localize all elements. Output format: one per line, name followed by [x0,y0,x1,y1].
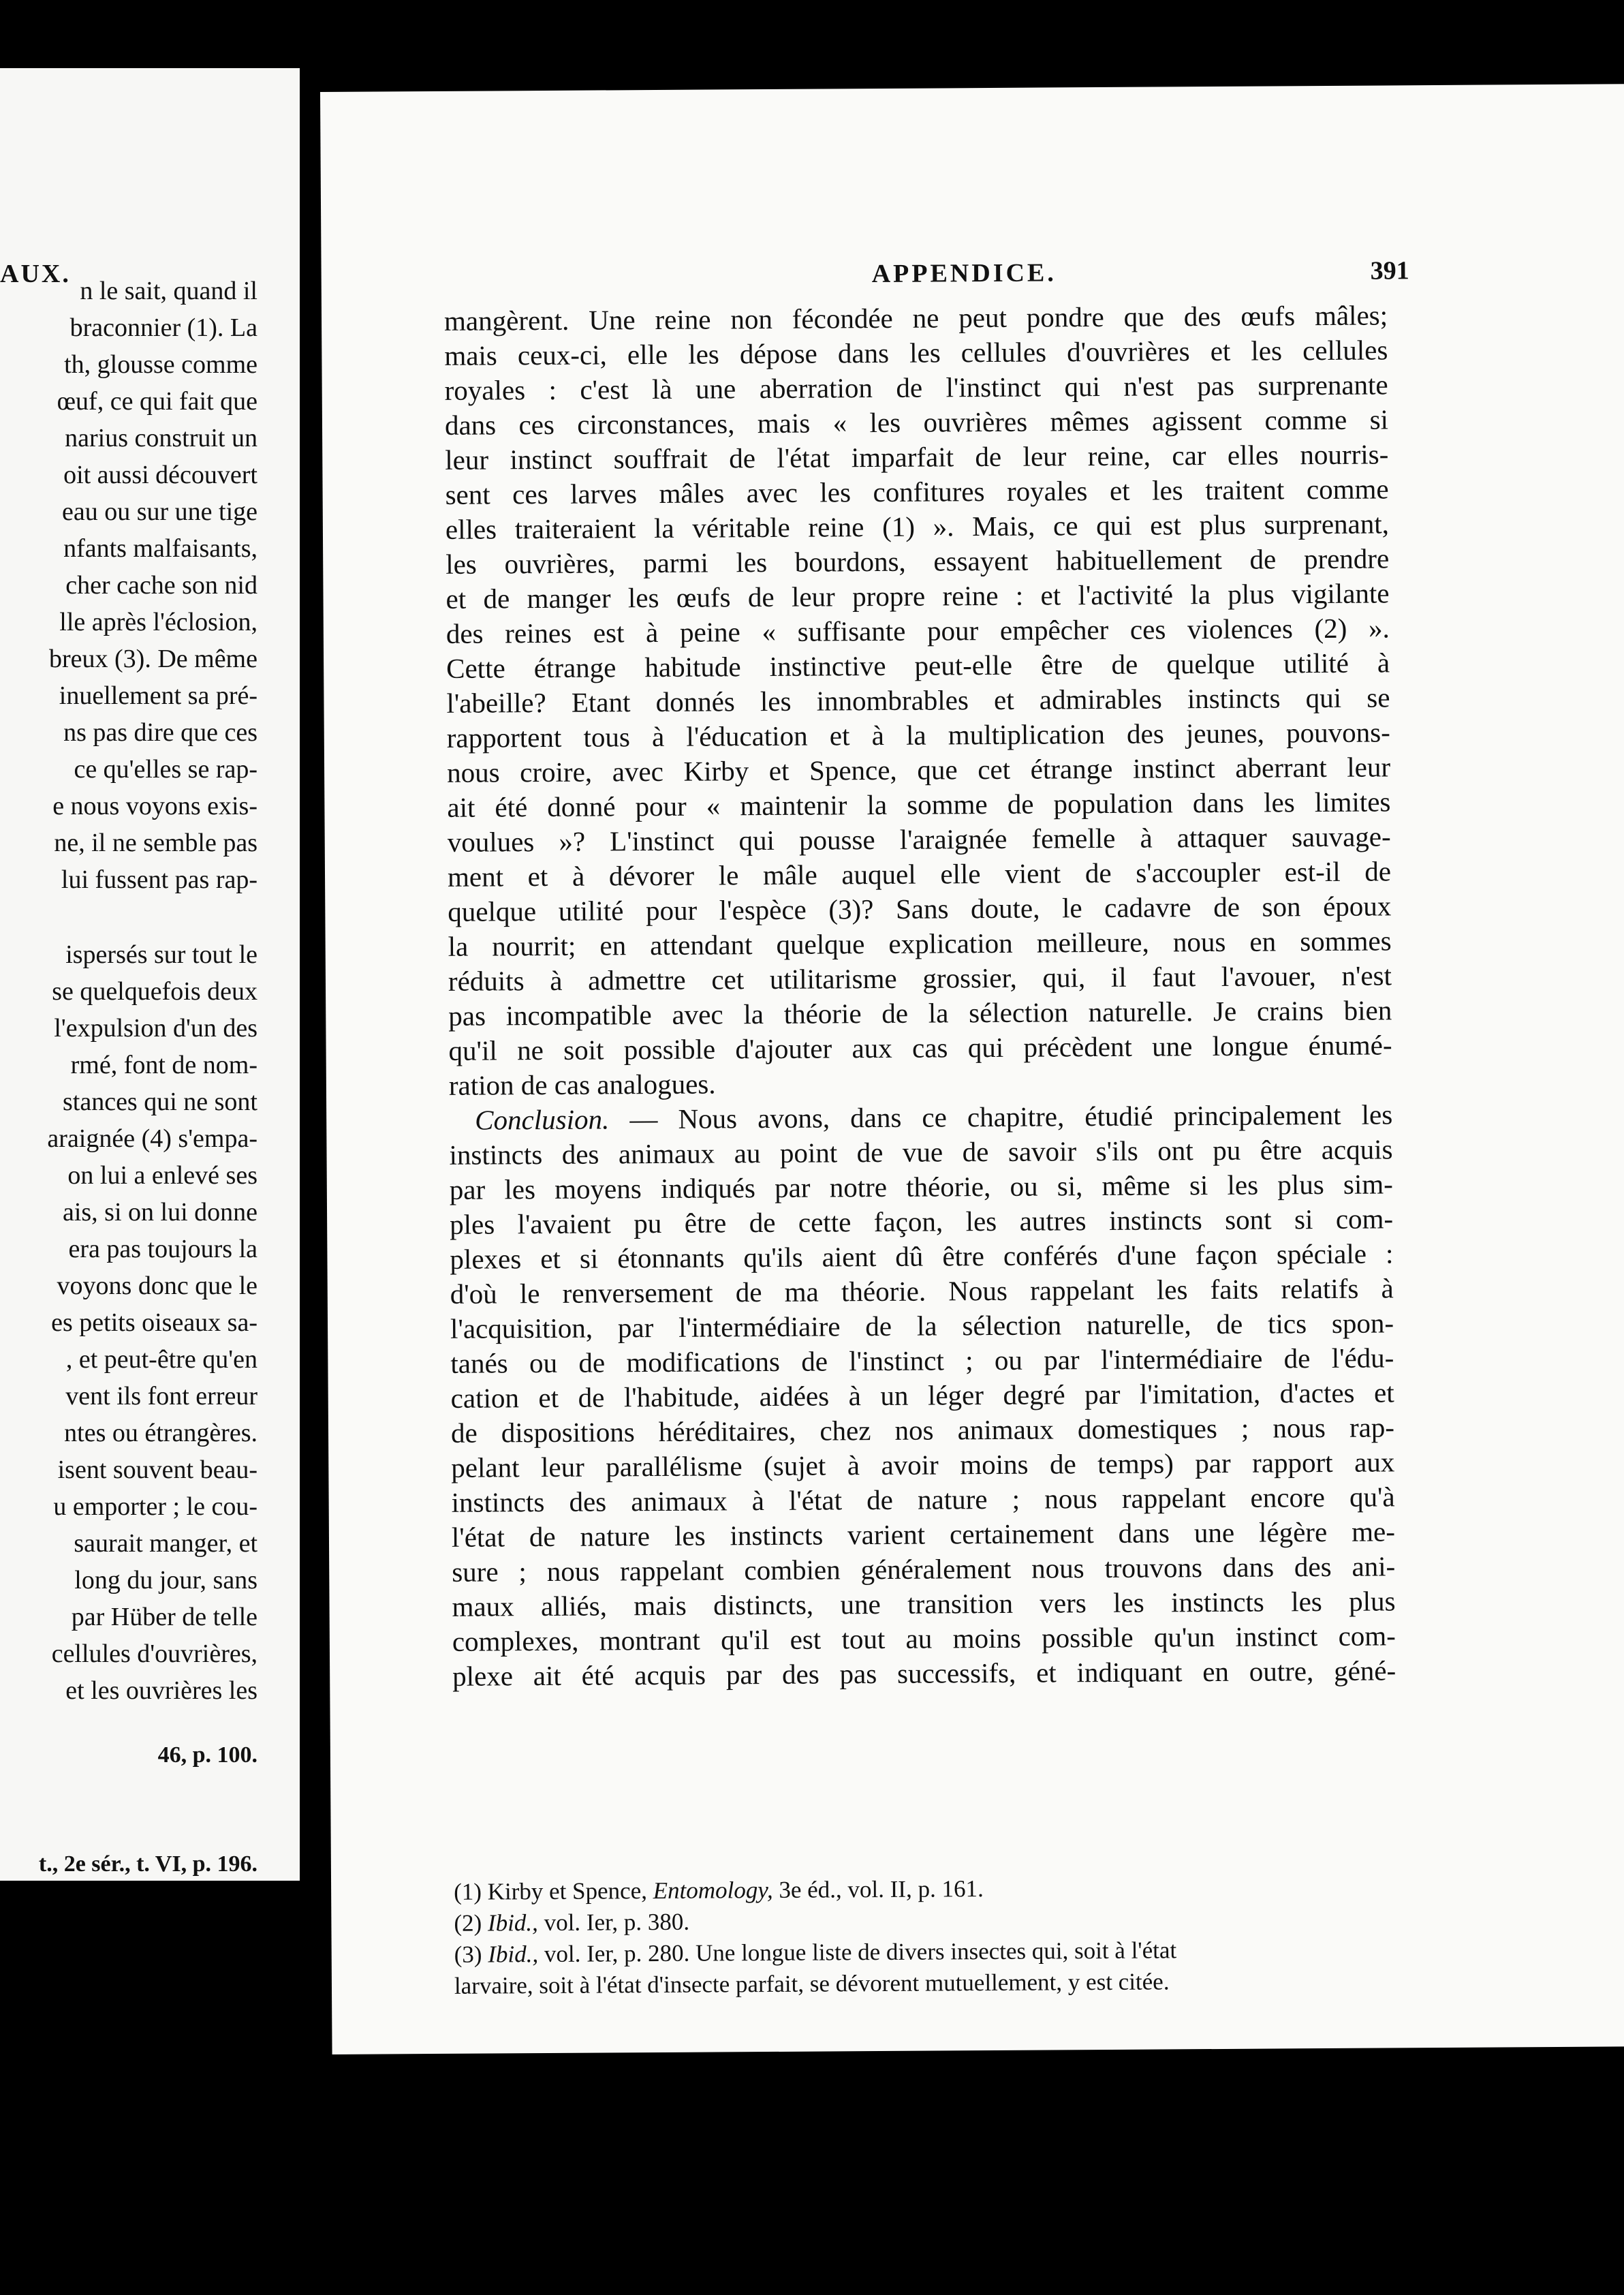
text-line: ait été donné pour « maintenir la somme de population dans les limites [447,786,1391,823]
text-line: nous croire, avec Kirby et Spence, que cet étrange instinct aberrant leur [446,751,1391,788]
left-page-line: et les ouvrières les [65,1676,257,1705]
left-page-line: ce qu'elles se rap- [74,755,257,784]
text-line: elles traiteraient la véritable reine (1) ». Mais, ce qui est plus surprenant, [445,508,1390,545]
left-page-line: eau ou sur une tige [61,497,257,526]
text-line: complexes, montrant qu'il est tout au moins possible qu'un instinct com- [452,1620,1396,1657]
left-page-line: ispersés sur tout le [65,940,257,969]
text-line: maux alliés, mais distincts, une transition vers les instincts les plus [452,1585,1396,1622]
left-footnote: 46, p. 100. [157,1742,257,1768]
conclusion-heading: Conclusion. [475,1103,610,1136]
text-line: dans ces circonstances, mais « les ouvrières mêmes agissent comme si [444,403,1389,441]
text-line: leur instinct souffrait de l'état imparfait de leur reine, car elles nourris- [445,438,1389,476]
left-page-line: isent souvent beau- [57,1455,257,1484]
running-title: APPENDICE. [871,258,1057,289]
left-page-line: th, glousse comme [64,350,257,379]
footnote-3-prefix: (3) [454,1941,488,1968]
text-line: ration de cas analogues. [448,1068,716,1101]
left-page-text [0,273,257,1881]
text-line: sure ; nous rappelant combien généralement nous trouvons dans des ani- [452,1550,1396,1588]
footnote-1-suffix: 3e éd., vol. II, p. 161. [772,1875,984,1903]
left-page-line: e nous voyons exis- [52,792,257,820]
body-text [444,298,1396,1693]
left-page-line: es petits oiseaux sa- [51,1308,257,1337]
text-line: pelant leur parallélisme (sujet à avoir moins de temps) par rapport aux [451,1446,1395,1483]
left-page-line: , et peut-être qu'en [65,1345,257,1374]
left-page-line: narius construit un [65,424,257,452]
left-page-line: araignée (4) s'empa- [47,1124,257,1153]
text-line: d'où le renversement de ma théorie. Nous rappelant les faits relatifs à [450,1272,1394,1310]
text-line: pas incompatible avec la théorie de la sélection naturelle. Je crains bien [448,994,1392,1032]
left-page-line: par Hüber de telle [71,1603,257,1631]
text-line: et de manger les œufs de leur propre reine : et l'activité la plus vigilante [446,577,1390,615]
left-page-line: era pas toujours la [68,1235,257,1263]
footnote-3-continued: larvaire, soit à l'état d'insecte parfait, se dévorent mutuellement, y est citée. [454,1968,1170,1999]
left-page-line: lui fussent pas rap- [61,865,257,894]
footnote-2-suffix: vol. Ier, p. 380. [537,1908,690,1937]
text-line: réduits à admettre cet utilitarisme grossier, qui, il faut l'avouer, n'est [448,959,1392,997]
left-running-head: AUX. [0,260,71,288]
left-page-line: cher cache son nid [65,571,257,600]
text-line: mais ceux-ci, elle les dépose dans les cellules d'ouvrières et les cellules [444,334,1388,371]
page-number: 391 [1370,256,1409,286]
text-line: instincts des animaux à l'état de nature ; nous rappelant encore qu'à [451,1481,1395,1518]
left-page-line: ntes ou étrangères. [64,1419,257,1447]
left-page-line: ais, si on lui donne [62,1198,257,1227]
right-page [320,84,1624,2054]
left-page-line: œuf, ce qui fait que [57,387,257,416]
footnote-3-suffix: vol. Ier, p. 280. Une longue liste de divers insectes qui, soit à l'état [538,1937,1177,1968]
left-page-line: u emporter ; le cou- [53,1492,257,1521]
text-line: de dispositions héréditaires, chez nos animaux domestiques ; nous rap- [450,1411,1395,1449]
text-line: l'abeille? Etant donnés les innombrables et admirables instincts qui se [446,681,1390,719]
text-line: la nourrit; en attendant quelque explication meilleure, nous en sommes [448,925,1392,962]
left-page-line: braconnier (1). La [69,313,257,342]
footnote-2-prefix: (2) [454,1909,488,1937]
text-line: l'état de nature les instincts varient certainement dans une légère me- [451,1515,1396,1553]
left-page-line: vent ils font erreur [65,1382,257,1411]
left-page-line: se quelquefois deux [52,977,257,1006]
page-header [322,254,1624,296]
text-line: plexes et si étonnants qu'ils aient dû être conférés d'une façon spéciale : [450,1237,1394,1275]
left-page-line: on lui a enlevé ses [67,1161,257,1190]
text-line: cation et de l'habitude, aidées à un léger degré par l'imitation, d'actes et [450,1376,1394,1414]
text-line: mangèrent. Une reine non fécondée ne peut pondre que des œufs mâles; [443,299,1388,337]
text-line: tanés ou de modifications de l'instinct ; ou par l'intermédiaire de l'édu- [450,1342,1394,1379]
text-line: Cette étrange habitude instinctive peut-elle être de quelque utilité à [446,647,1390,684]
left-page-line: oit aussi découvert [63,461,257,489]
conclusion-first-line [449,1097,1392,1137]
footnotes [454,1870,1398,2001]
left-page-line: long du jour, sans [74,1566,257,1595]
footnote-2-title: Ibid., [487,1909,538,1937]
left-page-line: nfants malfaisants, [63,534,257,563]
text-line: ples l'avaient pu être de cette façon, les autres instincts sont si com- [450,1203,1394,1240]
left-page-line: rmé, font de nom- [70,1051,257,1079]
left-page-line: lle après l'éclosion, [59,608,257,636]
left-page-line: breux (3). De même [49,645,257,673]
footnote-1-title: Entomology, [653,1876,773,1905]
left-facing-page [0,68,300,1881]
footnote-3-title: Ibid., [488,1941,539,1968]
conclusion-text: — Nous avons, dans ce chapitre, étudié principalement les [609,1098,1393,1135]
text-line: par les moyens indiqués par notre théorie, ou si, même si les plus sim- [449,1168,1393,1205]
text-line: royales : c'est là une aberration de l'instinct qui n'est pas surprenante [444,369,1388,406]
left-page-line: ne, il ne semble pas [54,829,257,857]
text-line: qu'il ne soit possible d'ajouter aux cas qui précèdent une longue énumé- [448,1029,1392,1066]
text-line: l'acquisition, par l'intermédiaire de la sélection naturelle, de tics spon- [450,1307,1394,1344]
text-line: les ouvrières, parmi les bourdons, essayent habituellement de prendre [446,542,1390,580]
left-page-line: voyons donc que le [57,1272,257,1300]
text-line: quelque utilité pour l'espèce (3)? Sans doute, le cadavre de son époux [448,890,1392,927]
text-line: plexe ait été acquis par des pas successifs, et indiquant en outre, géné- [452,1654,1396,1692]
text-line: rapportent tous à l'éducation et à la multiplication des jeunes, pouvons- [446,716,1390,754]
text-line: sent ces larves mâles avec les confitures royales et les traitent comme [445,473,1389,510]
footnote-1-prefix: (1) Kirby et Spence, [454,1877,653,1905]
left-footnote: t., 2e sér., t. VI, p. 196. [38,1851,257,1877]
left-page-line: saurait manger, et [74,1529,257,1558]
text-line: des reines est à peine « suffisante pour empêcher ces violences (2) ». [446,612,1390,649]
left-page-line: inuellement sa pré- [59,681,257,710]
text-line: instincts des animaux au point de vue de savoir s'ils ont pu être acquis [449,1133,1393,1171]
left-page-line: l'expulsion d'un des [54,1014,257,1043]
left-page-line: stances qui ne sont [62,1088,257,1116]
left-page-line: cellules d'ouvrières, [51,1639,257,1668]
left-page-line: ns pas dire que ces [63,718,257,747]
text-line: ment et à dévorer le mâle auquel elle vient de s'accoupler est-il de [447,855,1392,893]
left-page-line: n le sait, quand il [80,277,257,305]
text-line: voulues »? L'instinct qui pousse l'araignée femelle à attaquer sauvage- [447,820,1391,858]
